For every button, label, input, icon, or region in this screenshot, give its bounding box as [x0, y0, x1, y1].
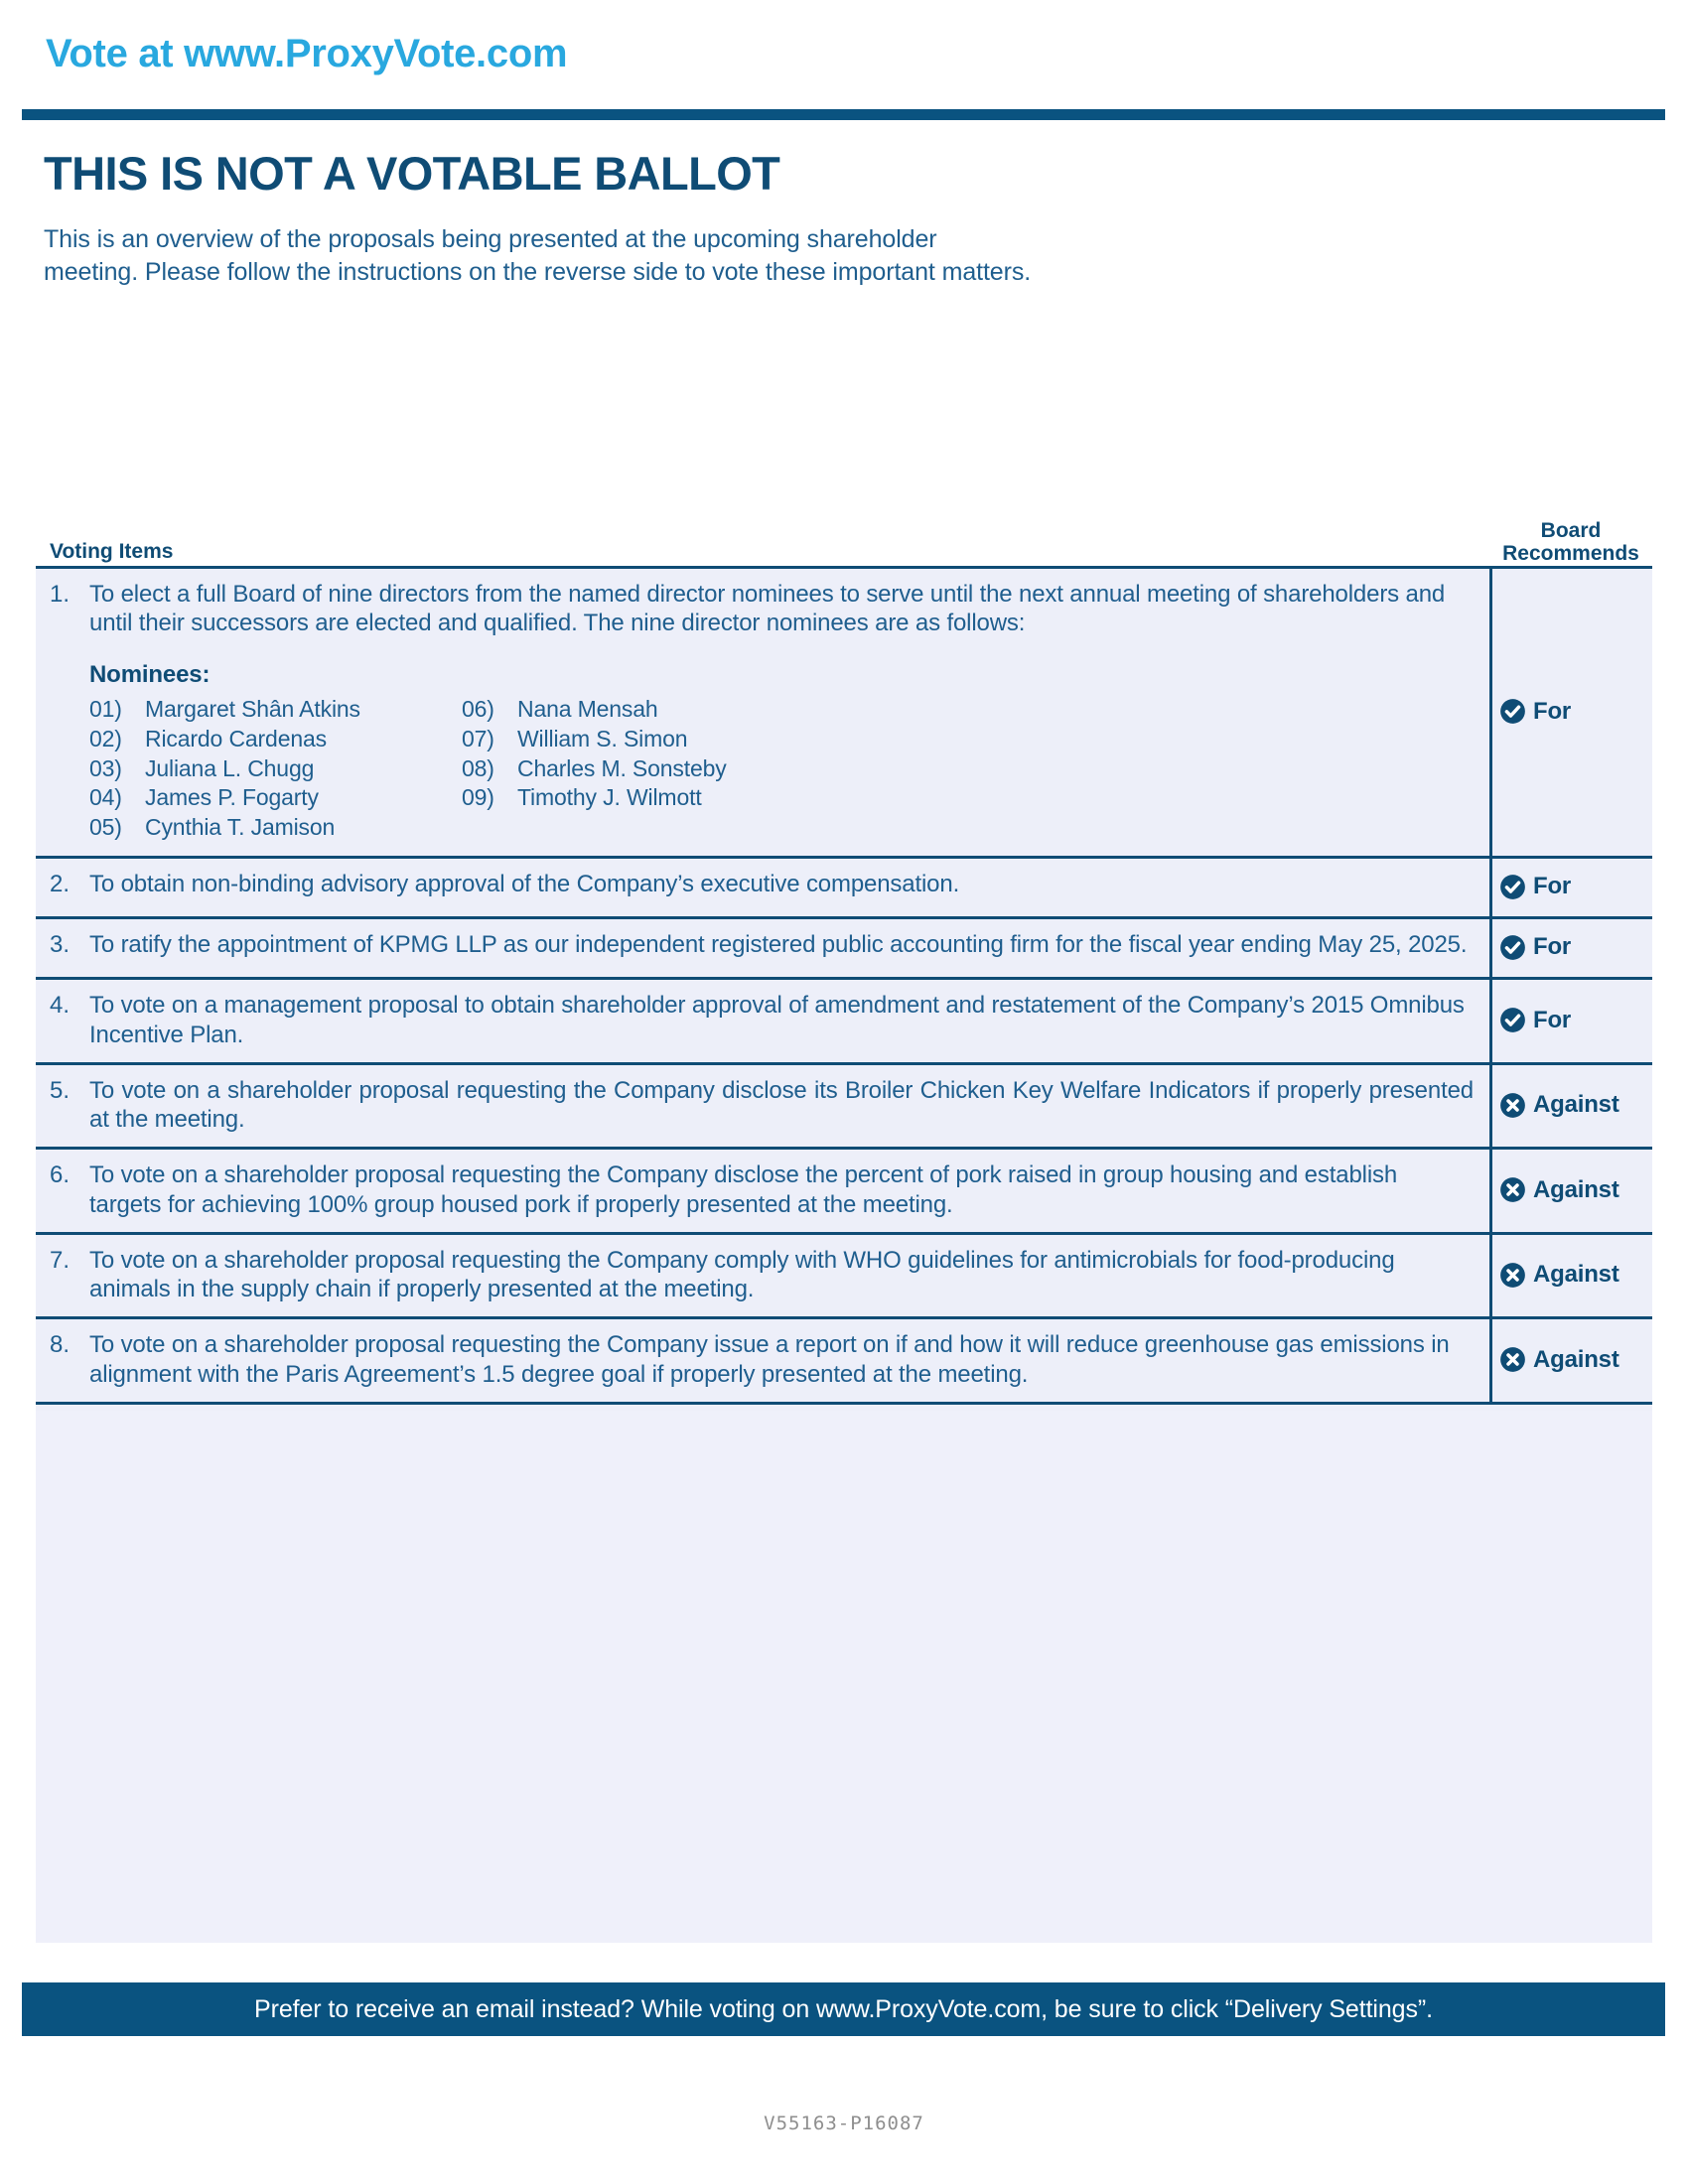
board-recommends-line-1: Board	[1540, 518, 1602, 542]
row-text: To vote on a management proposal to obtain shareholder approval of amendment and restatement of the Company’s 2015 Omnibus Incentive Plan.	[89, 992, 1465, 1048]
row-number: 2.	[50, 871, 70, 898]
nominee-item	[89, 754, 462, 784]
row-number: 4.	[50, 992, 70, 1020]
nominee-item	[462, 695, 834, 725]
board-recommendation-cell	[1489, 980, 1652, 1062]
nominee-index: 02)	[89, 725, 122, 751]
nominee-item	[462, 783, 834, 813]
row-text: To ratify the appointment of KPMG LLP as our independent registered public accounting firm for the fiscal year ending May 25, 2025.	[89, 931, 1468, 959]
document-code: V55163-P16087	[764, 2113, 924, 2134]
row-text: To obtain non-binding advisory approval of the Company’s executive compensation.	[89, 871, 960, 898]
recommendation-label: For	[1533, 933, 1572, 961]
recommendation-badge	[1499, 1261, 1619, 1289]
nominee-item	[89, 813, 462, 843]
nominee-name: Ricardo Cardenas	[145, 725, 327, 751]
table-row	[36, 859, 1652, 919]
check-circle-icon	[1499, 1007, 1526, 1033]
x-circle-icon	[1499, 1176, 1526, 1203]
board-recommendation-cell	[1489, 859, 1652, 916]
table-body	[36, 566, 1652, 1461]
table-row	[36, 1319, 1652, 1405]
top-banner	[0, 0, 1688, 121]
recommendation-label: Against	[1533, 1175, 1619, 1203]
row-number: 3.	[50, 931, 70, 959]
row-number: 8.	[50, 1331, 70, 1359]
recommendation-badge	[1499, 1091, 1619, 1119]
recommendation-label: For	[1533, 697, 1572, 725]
row-text	[89, 569, 1489, 856]
row-text: To vote on a shareholder proposal requesting the Company disclose the percent of pork raised in group housing and establish targets for achieving 100% group housed pork if properly presented at the meeting.	[89, 1161, 1398, 1218]
header-divider-rule	[22, 109, 1665, 120]
column-header-voting-items: Voting Items	[50, 540, 174, 563]
nominee-index: 07)	[462, 725, 494, 751]
nominee-index: 03)	[89, 754, 122, 781]
row-number: 1.	[50, 581, 70, 608]
table-row	[36, 1150, 1652, 1235]
board-recommends-line-2: Recommends	[1502, 542, 1639, 566]
nominee-item	[89, 783, 462, 813]
nominee-index: 06)	[462, 695, 494, 722]
page-title: THIS IS NOT A VOTABLE BALLOT	[44, 147, 780, 200]
recommendation-label: Against	[1533, 1091, 1619, 1119]
proxyvote-banner-text: Vote at www.ProxyVote.com	[46, 32, 568, 75]
table-row	[36, 1235, 1652, 1320]
nominee-item	[462, 725, 834, 754]
board-recommendation-cell	[1489, 1235, 1652, 1317]
row-number: 6.	[50, 1161, 70, 1189]
row-text: To vote on a shareholder proposal requesting the Company disclose its Broiler Chicken Key Welfare Indicators if properly presented at the meeting.	[89, 1076, 1474, 1134]
nominee-name: Juliana L. Chugg	[145, 754, 315, 781]
nominees-label: Nominees:	[89, 660, 211, 688]
voting-items-table	[36, 503, 1652, 1461]
nominee-item	[89, 695, 462, 725]
nominees-columns	[89, 695, 1474, 843]
proposal-text: To elect a full Board of nine directors from the named director nominees to serve until the next annual meeting of shareholders and until their successors are elected and qualified. The nine director nominees are as follows:	[89, 581, 1446, 637]
recommendation-badge	[1499, 1346, 1619, 1374]
nominees-column-2	[462, 695, 834, 843]
table-row	[36, 1065, 1652, 1151]
nominee-name: Charles M. Sonsteby	[517, 754, 727, 781]
check-circle-icon	[1499, 934, 1526, 961]
nominee-index: 04)	[89, 784, 122, 811]
x-circle-icon	[1499, 1092, 1526, 1119]
recommendation-badge	[1499, 933, 1571, 961]
row-number: 5.	[50, 1076, 70, 1104]
footer-message: Prefer to receive an email instead? While voting on www.ProxyVote.com, be sure to click “Delivery Settings”.	[254, 1994, 1433, 2023]
nominee-name: Nana Mensah	[517, 695, 658, 722]
title-block	[44, 149, 1037, 289]
x-circle-icon	[1499, 1346, 1526, 1373]
nominee-index: 05)	[89, 814, 122, 841]
nominee-index: 09)	[462, 784, 494, 811]
x-circle-icon	[1499, 1262, 1526, 1289]
board-recommendation-cell	[1489, 569, 1652, 856]
nominee-name: Timothy J. Wilmott	[517, 784, 702, 811]
nominee-index: 08)	[462, 754, 494, 781]
nominee-item	[462, 754, 834, 784]
empty-tinted-area	[36, 1411, 1652, 1943]
column-header-board-recommends	[1489, 519, 1652, 566]
row-text: To vote on a shareholder proposal requesting the Company comply with WHO guidelines for antimicrobials for food-producing animals in the supply chain if properly presented at the meeting.	[89, 1246, 1395, 1303]
recommendation-badge	[1499, 873, 1571, 900]
intro-paragraph: This is an overview of the proposals being presented at the upcoming shareholder meeting. Please follow the instructions on the reverse side to vote these important matters.	[44, 225, 1032, 287]
row-number: 7.	[50, 1246, 70, 1274]
nominee-item	[89, 725, 462, 754]
footer-bar	[22, 1982, 1665, 2036]
nominee-index: 01)	[89, 695, 122, 722]
board-recommendation-cell	[1489, 1065, 1652, 1148]
recommendation-label: Against	[1533, 1345, 1619, 1373]
recommendation-badge	[1499, 698, 1571, 726]
check-circle-icon	[1499, 698, 1526, 725]
table-row	[36, 919, 1652, 980]
table-row	[36, 569, 1652, 859]
recommendation-label: Against	[1533, 1261, 1619, 1289]
recommendation-badge	[1499, 1007, 1571, 1034]
board-recommendation-cell	[1489, 919, 1652, 977]
nominee-name: James P. Fogarty	[145, 784, 319, 811]
table-row	[36, 980, 1652, 1065]
check-circle-icon	[1499, 874, 1526, 900]
nominees-column-1	[89, 695, 462, 843]
recommendation-badge	[1499, 1176, 1619, 1204]
nominee-name: Margaret Shân Atkins	[145, 695, 360, 722]
recommendation-label: For	[1533, 1006, 1572, 1033]
row-text: To vote on a shareholder proposal requesting the Company issue a report on if and how it will reduce greenhouse gas emissions in alignment with the Paris Agreement’s 1.5 degree goal if properly presented at the meeting.	[89, 1331, 1450, 1388]
nominee-name: Cynthia T. Jamison	[145, 814, 336, 841]
nominee-name: William S. Simon	[517, 725, 688, 751]
table-column-headers	[36, 503, 1652, 566]
board-recommendation-cell	[1489, 1319, 1652, 1402]
board-recommendation-cell	[1489, 1150, 1652, 1232]
recommendation-label: For	[1533, 873, 1572, 900]
